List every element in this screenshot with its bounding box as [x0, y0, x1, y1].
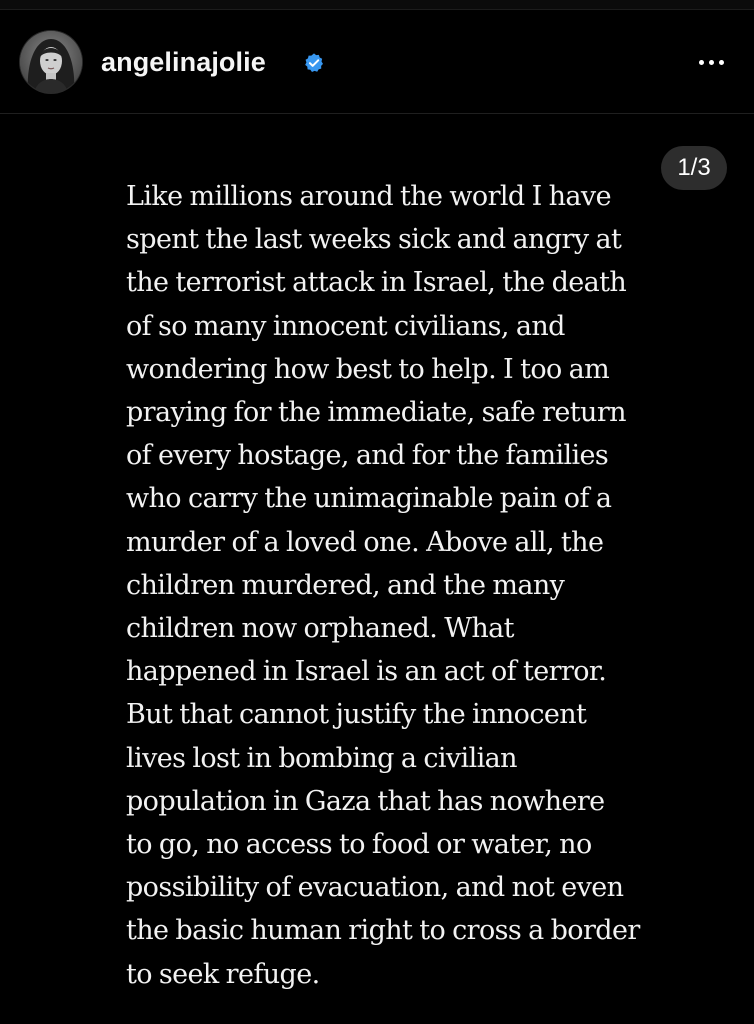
more-horizontal-icon [699, 60, 704, 65]
status-bar-edge [0, 0, 754, 10]
post-slide-text: Like millions around the world I have spent the last weeks sick and angry at the terrorist attack in Israel, the death of so many innocent civilians, and wondering how best to help. I too am praying for the immediate, safe return of every hostage, and for the families who carry the unimaginable pain of a murder of a loved one. Above all, the children murdered, and the many children now orphaned. What happened in Israel is an act of terror. But that cannot justify the innocent lives lost in bombing a civilian population in Gaza that has nowhere to go, no access to food or water, no possibility of evacuation, and not even the basic human right to cross a border to seek refuge. [126, 181, 640, 990]
verified-badge-icon [303, 52, 325, 74]
more-options-button[interactable] [688, 46, 734, 78]
post-header [0, 10, 754, 114]
more-horizontal-icon-dot [709, 60, 714, 65]
avatar[interactable] [20, 31, 82, 93]
avatar-image [20, 31, 82, 93]
more-horizontal-icon-dot [719, 60, 724, 65]
carousel-page-counter: 1/3 [661, 146, 727, 190]
username[interactable]: angelinajolie [101, 47, 266, 77]
